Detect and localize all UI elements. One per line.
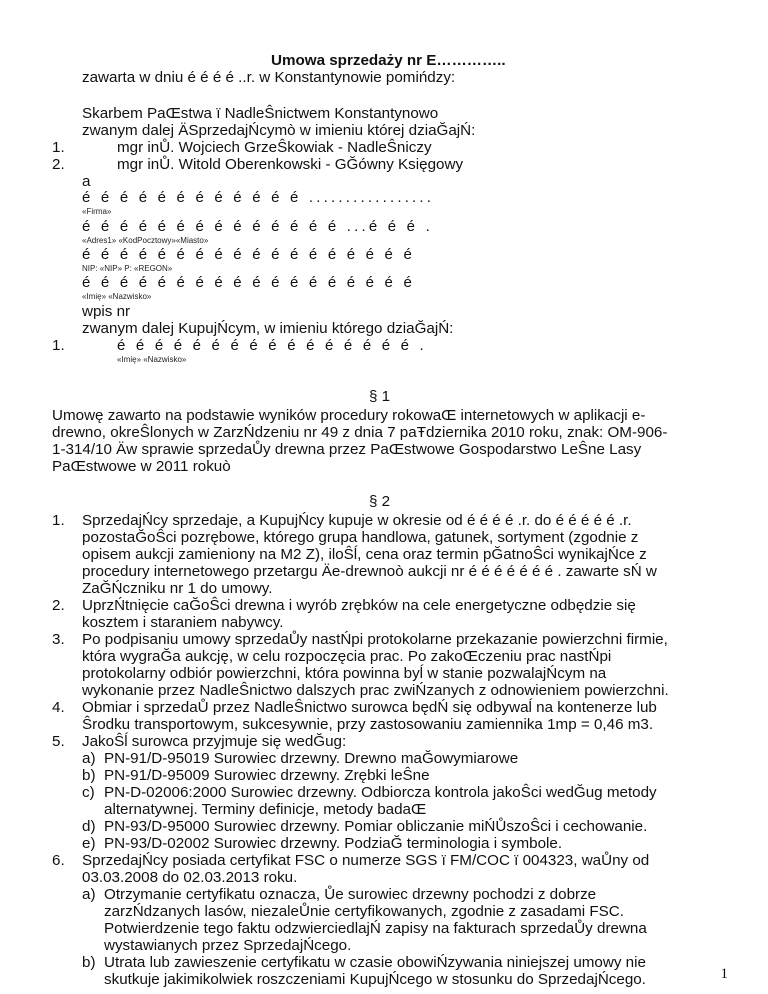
norm-letter: b): [82, 767, 96, 784]
sub-line: Potwierdzenie tego faktu odzwierciedlajŃ zapisy na fakturach sprzedaŮy drewna: [104, 920, 647, 937]
item-number: 1.: [52, 512, 65, 529]
norm-line: PN-91/D-95009 Surowiec drzewny. Zrębki leŜne: [104, 767, 430, 784]
conjunction-a: a: [82, 173, 91, 190]
item-line: procedury internetowego przetargu Äe-drewnoò aukcji nr é é é é é é é . zawarte sŃ w: [82, 563, 657, 580]
seller-rep2-number: 2.: [52, 156, 65, 173]
norm-line: PN-91/D-95019 Surowiec drzewny. Drewno maĞowymiarowe: [104, 750, 519, 767]
sub-letter: b): [82, 954, 96, 971]
item-number: 3.: [52, 631, 65, 648]
nip-field: é é é é é é é é é é é é é é é é é é: [82, 246, 416, 263]
name-label: «Imię» «Nazwisko»: [82, 292, 152, 301]
item-line: 03.03.2008 do 02.03.2013 roku.: [82, 869, 298, 886]
sub-line: skutkuje jakimikolwiek roszczeniami KupujŃcego w stosunku do SprzedajŃcego.: [104, 971, 646, 988]
item-number: 4.: [52, 699, 65, 716]
sub-line: Utrata lub zawieszenie certyfikatu w czasie obowiŃzywania niniejszej umowy nie: [104, 954, 646, 971]
norm-letter: a): [82, 750, 96, 767]
item-line: SprzedajŃcy posiada certyfikat FSC o numerze SGS ï FM/COC ï 004323, waŮny od: [82, 852, 650, 869]
address-label: «Adres1» «KodPocztowy»«Miasto»: [82, 236, 209, 245]
section-1-line: drewno, okreŜlonych w ZarzŃdzeniu nr 49 z dnia 7 paŦdziernika 2010 roku, znak: OM-906-: [52, 424, 668, 441]
item-line: JakoŜĺ surowca przyjmuje się wedĞug:: [82, 733, 347, 750]
norm-letter: c): [82, 784, 95, 801]
seller-line1: Skarbem PaŒstwa ï NadleŜnictwem Konstantynowo: [82, 105, 439, 122]
item-line: Ŝrodku transportowym, sukcesywnie, przy zastosowaniu zamiennika 1mp = 0,46 m3.: [82, 716, 654, 733]
norm-letter: e): [82, 835, 96, 852]
item-number: 6.: [52, 852, 65, 869]
buyer-rep1-number: 1.: [52, 337, 65, 354]
address-field: é é é é é é é é é é é é é é ...é é é .: [82, 218, 433, 235]
item-line: kosztem i staraniem nabywcy.: [82, 614, 284, 631]
item-line: ZaĞŃczniku nr 1 do umowy.: [82, 580, 273, 597]
firma-field: é é é é é é é é é é é é .................: [82, 189, 435, 206]
buyer-intro: zwanym dalej KupujŃcym, w imieniu którego dziaĞajŃ:: [82, 320, 454, 337]
item-line: która wygraĞa aukcję, w celu rozpoczęcia prac. Po zakoŒczeniu prac nastŃpi: [82, 648, 612, 665]
item-line: SprzedajŃcy sprzedaje, a KupujŃcy kupuje w okresie od é é é é .r. do é é é é é .r.: [82, 512, 632, 529]
contract-date-line: zawarta w dniu é é é é ..r. w Konstantynowie pomińdzy:: [82, 69, 456, 86]
sub-line: Otrzymanie certyfikatu oznacza, Ůe surowiec drzewny pochodzi z dobrze: [104, 886, 597, 903]
section-2-heading: § 2: [369, 493, 391, 510]
item-number: 5.: [52, 733, 65, 750]
section-1-line: PaŒstwowe w 2011 rokuò: [52, 458, 231, 475]
item-line: Obmiar i sprzedaŮ przez NadleŜnictwo surowca będŃ się odbywaĺ na kontenerze lub: [82, 699, 657, 716]
norm-line: PN-93/D-02002 Surowiec drzewny. PodziaĞ terminologia i symbole.: [104, 835, 563, 852]
seller-line2: zwanym dalej ÄSprzedajŃcymò w imieniu której dziaĞajŃ:: [82, 122, 476, 139]
item-line: protokolarny odbiór powierzchni, która powinna byĺ w stanie pozwalajŃcym na: [82, 665, 607, 682]
norm-line: PN-93/D-95000 Surowiec drzewny. Pomiar obliczanie miŃŮszoŜci i cechowanie.: [104, 818, 648, 835]
name-field: é é é é é é é é é é é é é é é é é é: [82, 274, 416, 291]
sub-line: zarzŃdzanych lasów, niezaleŮnie certyfikowanych, zgodnie z zasadami FSC.: [104, 903, 624, 920]
norm-line: alternatywnej. Terminy definicje, metody badaŒ: [104, 801, 427, 818]
buyer-rep1-label: «Imię» «Nazwisko»: [117, 355, 187, 364]
item-line: UprzŃtnięcie caĞoŜci drewna i wyrób zrębków na cele energetyczne odbędzie się: [82, 597, 636, 614]
norm-letter: d): [82, 818, 96, 835]
page-number: 1: [720, 966, 728, 982]
norm-line: PN-D-02006:2000 Surowiec drzewny. Odbiorcza kontrola jakoŜci wedĞug metody: [104, 784, 657, 801]
sub-letter: a): [82, 886, 96, 903]
seller-rep2: mgr inŮ. Witold Oberenkowski - GĞówny Księgowy: [117, 156, 464, 173]
section-1-heading: § 1: [369, 388, 391, 405]
item-line: Po podpisaniu umowy sprzedaŮy nastŃpi protokolarne przekazanie powierzchni firmie,: [82, 631, 668, 648]
contract-title: Umowa sprzedaży nr E…………..: [271, 52, 506, 69]
item-line: wykonanie przez NadleŜnictwo dalszych prac zwiŃzanych z odnowieniem powierzchni.: [82, 682, 669, 699]
item-number: 2.: [52, 597, 65, 614]
nip-label: NIP: «NIP» P: «REGON»: [82, 264, 173, 273]
section-1-line: 1-314/10 Äw sprawie sprzedaŮy drewna przez PaŒstwowe Gospodarstwo LeŜne Lasy: [52, 441, 642, 458]
item-line: opisem aukcji zamieniony na M2 Z), iloŜĺ, cena oraz termin pĞatnoŜci wynikajŃce z: [82, 546, 647, 563]
seller-rep1: mgr inŮ. Wojciech GrzeŜkowiak - NadleŜniczy: [117, 139, 432, 156]
buyer-rep1-field: é é é é é é é é é é é é é é é é .: [117, 337, 427, 354]
section-1-line: Umowę zawarto na podstawie wyników procedury rokowaŒ internetowych w aplikacji e-: [52, 407, 646, 424]
item-line: pozostaĞoŜci pozrębowe, którego grupa handlowa, gatunek, sortyment (zgodnie z: [82, 529, 639, 546]
seller-rep1-number: 1.: [52, 139, 65, 156]
firma-label: «Firma»: [82, 207, 112, 216]
wpis-line: wpis nr: [82, 303, 131, 320]
sub-line: wystawianych przez SprzedajŃcego.: [104, 937, 352, 954]
